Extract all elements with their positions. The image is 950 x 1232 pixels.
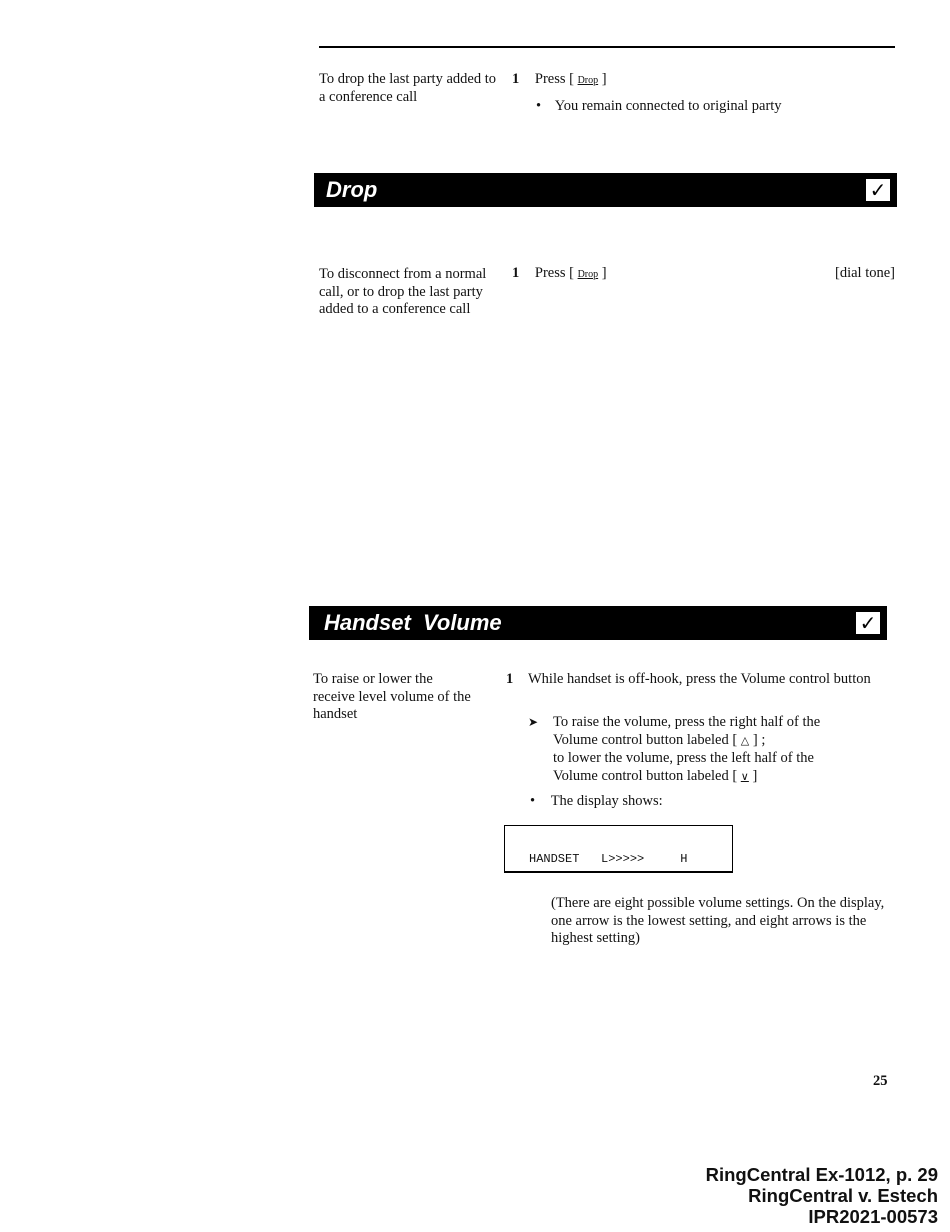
drop-step — [512, 265, 607, 284]
display-readout: HANDSET L>>>>> H — [529, 852, 688, 866]
step-prefix: Press [ — [534, 265, 574, 281]
handset-section-label: To raise or lower the receive level volume of the handset — [313, 671, 471, 722]
lower-line: to lower the volume, press the left half of the — [553, 750, 814, 766]
step-number: 1 — [512, 265, 520, 281]
step-number: 1 — [512, 71, 520, 87]
drop-key: Drop — [577, 75, 599, 86]
handset-volume-header — [309, 606, 887, 640]
top-rule — [319, 46, 895, 48]
step-number: 1 — [506, 671, 514, 687]
check-icon: ✓ — [866, 179, 890, 201]
dial-tone-result: [dial tone] — [835, 265, 895, 281]
bullet-icon: • — [530, 793, 536, 809]
drop-section-title: Drop — [326, 177, 378, 202]
drop-key: Drop — [577, 269, 599, 280]
up-triangle-icon: △ — [740, 734, 750, 747]
exhibit-footer — [706, 1164, 938, 1227]
bullet-text: You remain connected to original party — [554, 98, 782, 114]
volume-instructions — [553, 714, 883, 786]
handset-step-number — [506, 671, 513, 689]
arrow-bullet-icon: ➤ — [528, 715, 539, 729]
lcd-display — [504, 825, 733, 873]
handset-volume-title: Handset Volume — [324, 610, 502, 635]
handset-step-text: While handset is off-hook, press the Volume control button — [528, 671, 871, 687]
page-number: 25 — [873, 1073, 888, 1089]
raise-line: To raise the volume, press the right half of the — [553, 714, 821, 730]
footer-ipr: IPR2021-00573 — [808, 1206, 938, 1227]
display-bullet — [530, 793, 663, 811]
volume-note: (There are eight possible volume settings. On the display, one arrow is the lowest setting, and eight arrows is the highest setting) — [551, 895, 885, 946]
top-step — [512, 71, 607, 90]
footer-case: RingCentral v. Estech — [748, 1185, 938, 1206]
down-chevron-icon: ∨ — [740, 770, 749, 783]
drop-section-header — [314, 173, 897, 207]
top-section-label: To drop the last party added to a conference call — [319, 71, 496, 105]
drop-section-label: To disconnect from a normal call, or to drop the last party added to a conference call — [319, 266, 487, 317]
raise-label-line: Volume control button labeled [ △ ] ; — [553, 731, 766, 748]
top-bullet — [536, 98, 782, 116]
lower-label-line: Volume control button labeled [ ∨ ] — [553, 767, 758, 784]
bullet-text: The display shows: — [550, 793, 663, 809]
step-suffix: ] — [601, 265, 607, 281]
step-suffix: ] — [601, 71, 607, 87]
step-prefix: Press [ — [534, 71, 574, 87]
footer-exhibit: RingCentral Ex-1012, p. 29 — [705, 1164, 938, 1185]
bullet-icon: • — [536, 98, 542, 114]
check-icon: ✓ — [856, 612, 880, 634]
